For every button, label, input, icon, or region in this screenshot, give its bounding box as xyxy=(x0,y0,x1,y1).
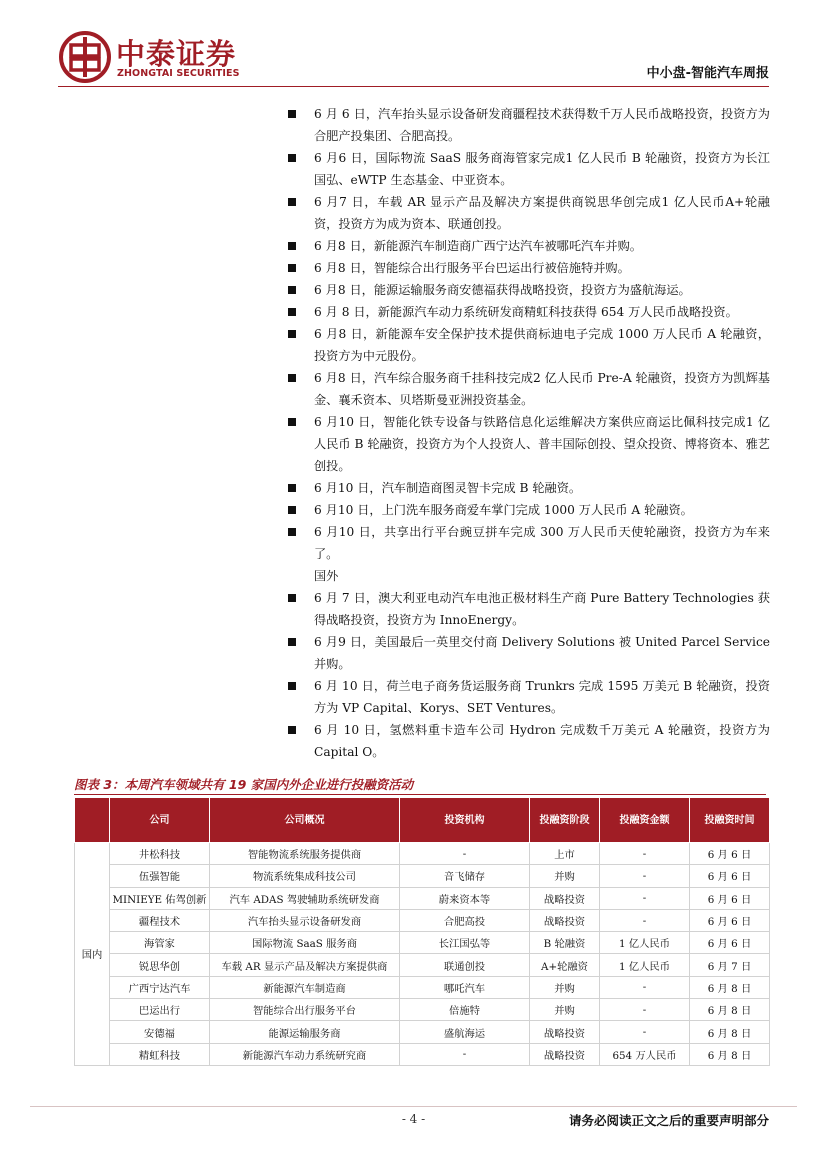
company-cell: 广西宁达汽车 xyxy=(110,976,210,998)
date-cell: 6 月 8 日 xyxy=(690,999,770,1021)
report-title: 中小盘-智能汽车周报 xyxy=(646,66,769,81)
header-date: 投融资时间 xyxy=(690,798,770,843)
investment-table xyxy=(74,797,770,1066)
header-amount: 投融资金额 xyxy=(600,798,690,843)
amount-cell: 1 亿人民币 xyxy=(600,954,690,976)
table-row xyxy=(75,1043,770,1065)
table-row xyxy=(75,976,770,998)
profile-cell: 新能源汽车制造商 xyxy=(210,976,400,998)
profile-cell: 智能综合出行服务平台 xyxy=(210,999,400,1021)
page-header xyxy=(0,0,827,92)
stage-cell: 战略投资 xyxy=(530,1043,600,1065)
company-cell: 锐思华创 xyxy=(110,954,210,976)
profile-cell: 能源运输服务商 xyxy=(210,1021,400,1043)
table-row xyxy=(75,1021,770,1043)
bullet-item: 6 月9 日，美国最后一英里交付商 Delivery Solutions 被 United Parcel Service 并购。 xyxy=(288,631,770,675)
investor-cell: 长江国弘等 xyxy=(400,932,530,954)
profile-cell: 物流系统集成科技公司 xyxy=(210,865,400,887)
stage-cell: A+轮融资 xyxy=(530,954,600,976)
amount-cell: - xyxy=(600,999,690,1021)
amount-cell: - xyxy=(600,976,690,998)
investor-cell: 哪吒汽车 xyxy=(400,976,530,998)
date-cell: 6 月 6 日 xyxy=(690,887,770,909)
profile-cell: 智能物流系统服务提供商 xyxy=(210,843,400,865)
bullet-item: 6 月 10 日，荷兰电子商务货运服务商 Trunkrs 完成 1595 万美元 B 轮融资，投资方为 VP Capital、Korys、SET Ventures。 xyxy=(288,675,770,719)
zhongtai-logo-icon xyxy=(58,30,112,84)
table-row xyxy=(75,999,770,1021)
region-cell: 国内 xyxy=(75,843,110,1066)
bullet-item: 6 月10 日，共享出行平台豌豆拼车完成 300 万人民币天使轮融资，投资方为车来了。 xyxy=(288,521,770,565)
amount-cell: - xyxy=(600,887,690,909)
news-bullet-list xyxy=(288,103,770,763)
table-row xyxy=(75,932,770,954)
company-cell: 巴运出行 xyxy=(110,999,210,1021)
investor-cell: - xyxy=(400,843,530,865)
bullet-item: 6 月8 日，智能综合出行服务平台巴运出行被倍施特并购。 xyxy=(288,257,770,279)
company-cell: MINIEYE 佑驾创新 xyxy=(110,887,210,909)
amount-cell: - xyxy=(600,865,690,887)
bullet-item: 6 月8 日，汽车综合服务商千挂科技完成2 亿人民币 Pre-A 轮融资，投资方为凯辉基金、襄禾资本、贝塔斯曼亚洲投资基金。 xyxy=(288,367,770,411)
company-cell: 伍强智能 xyxy=(110,865,210,887)
bullet-item: 6 月 8 日，新能源汽车动力系统研发商精虹科技获得 654 万人民币战略投资。 xyxy=(288,301,770,323)
investor-cell: 音飞储存 xyxy=(400,865,530,887)
stage-cell: 并购 xyxy=(530,999,600,1021)
header-divider xyxy=(58,86,769,87)
amount-cell: - xyxy=(600,843,690,865)
header-profile: 公司概况 xyxy=(210,798,400,843)
date-cell: 6 月 6 日 xyxy=(690,932,770,954)
header-investor: 投资机构 xyxy=(400,798,530,843)
bullet-item: 6 月 6 日，汽车抬头显示设备研发商疆程技术获得数千万人民币战略投资，投资方为合肥产投集团、合肥高投。 xyxy=(288,103,770,147)
bullet-item: 6 月 7 日，澳大利亚电动汽车电池正极材料生产商 Pure Battery Technologies 获得战略投资，投资方为 InnoEnergy。 xyxy=(288,587,770,631)
amount-cell: - xyxy=(600,909,690,931)
footer-divider xyxy=(30,1106,797,1107)
table-caption: 图表 3：本周汽车领域共有 19 家国内外企业进行投融资活动 xyxy=(74,776,766,795)
table-row xyxy=(75,887,770,909)
amount-cell: 1 亿人民币 xyxy=(600,932,690,954)
stage-cell: B 轮融资 xyxy=(530,932,600,954)
bullet-item: 6 月 10 日，氢燃料重卡造车公司 Hydron 完成数千万美元 A 轮融资，投资方为 Capital O。 xyxy=(288,719,770,763)
date-cell: 6 月 6 日 xyxy=(690,865,770,887)
brand-name-en: ZHONGTAI SECURITIES xyxy=(117,68,240,79)
profile-cell: 汽车抬头显示设备研发商 xyxy=(210,909,400,931)
bullet-item: 6 月10 日，智能化铁专设备与铁路信息化运维解决方案供应商运比佩科技完成1 亿人民币 B 轮融资，投资方为个人投资人、普丰国际创投、望众投资、博将资本、雅艺创投。 xyxy=(288,411,770,477)
date-cell: 6 月 8 日 xyxy=(690,976,770,998)
disclaimer-text: 请务必阅读正文之后的重要声明部分 xyxy=(568,1113,769,1128)
date-cell: 6 月 7 日 xyxy=(690,954,770,976)
investor-cell: - xyxy=(400,1043,530,1065)
profile-cell: 国际物流 SaaS 服务商 xyxy=(210,932,400,954)
investor-cell: 合肥高投 xyxy=(400,909,530,931)
bullet-item: 6 月10 日，上门洗车服务商爱车掌门完成 1000 万人民币 A 轮融资。 xyxy=(288,499,770,521)
profile-cell: 车载 AR 显示产品及解决方案提供商 xyxy=(210,954,400,976)
company-cell: 精虹科技 xyxy=(110,1043,210,1065)
table-header-row xyxy=(75,798,770,843)
table-row xyxy=(75,909,770,931)
table-row xyxy=(75,865,770,887)
investor-cell: 蔚来资本等 xyxy=(400,887,530,909)
stage-cell: 战略投资 xyxy=(530,909,600,931)
bullet-item: 6 月7 日，车载 AR 显示产品及解决方案提供商锐思华创完成1 亿人民币A+轮融资，投资方为成为资本、联通创投。 xyxy=(288,191,770,235)
stage-cell: 并购 xyxy=(530,976,600,998)
table-row xyxy=(75,954,770,976)
page-number: - 4 - xyxy=(401,1112,426,1126)
date-cell: 6 月 6 日 xyxy=(690,909,770,931)
profile-cell: 新能源汽车动力系统研究商 xyxy=(210,1043,400,1065)
brand-name-cn: 中泰证券 xyxy=(116,37,237,71)
date-cell: 6 月 8 日 xyxy=(690,1043,770,1065)
date-cell: 6 月 6 日 xyxy=(690,843,770,865)
company-cell: 安德福 xyxy=(110,1021,210,1043)
bullet-item: 6 月10 日，汽车制造商图灵智卡完成 B 轮融资。 xyxy=(288,477,770,499)
bullet-item: 6 月8 日，新能源汽车制造商广西宁达汽车被哪吒汽车并购。 xyxy=(288,235,770,257)
header-stage: 投融资阶段 xyxy=(530,798,600,843)
investor-cell: 联通创投 xyxy=(400,954,530,976)
stage-cell: 战略投资 xyxy=(530,1021,600,1043)
company-cell: 疆程技术 xyxy=(110,909,210,931)
investor-cell: 盛航海运 xyxy=(400,1021,530,1043)
date-cell: 6 月 8 日 xyxy=(690,1021,770,1043)
profile-cell: 汽车 ADAS 驾驶辅助系统研发商 xyxy=(210,887,400,909)
investor-cell: 倍施特 xyxy=(400,999,530,1021)
section-label-foreign: 国外 xyxy=(314,569,339,583)
stage-cell: 战略投资 xyxy=(530,887,600,909)
header-corner xyxy=(75,798,110,843)
amount-cell: 654 万人民币 xyxy=(600,1043,690,1065)
bullet-item: 6 月8 日，能源运输服务商安德福获得战略投资，投资方为盛航海运。 xyxy=(288,279,770,301)
bullet-item: 6 月8 日，新能源车安全保护技术提供商标迪电子完成 1000 万人民币 A 轮融资，投资方为中元股份。 xyxy=(288,323,770,367)
stage-cell: 上市 xyxy=(530,843,600,865)
header-company: 公司 xyxy=(110,798,210,843)
stage-cell: 并购 xyxy=(530,865,600,887)
table-row xyxy=(75,843,770,865)
bullet-item: 6 月6 日，国际物流 SaaS 服务商海管家完成1 亿人民币 B 轮融资，投资方为长江国弘、eWTP 生态基金、中亚资本。 xyxy=(288,147,770,191)
company-cell: 海管家 xyxy=(110,932,210,954)
amount-cell: - xyxy=(600,1021,690,1043)
company-cell: 井松科技 xyxy=(110,843,210,865)
